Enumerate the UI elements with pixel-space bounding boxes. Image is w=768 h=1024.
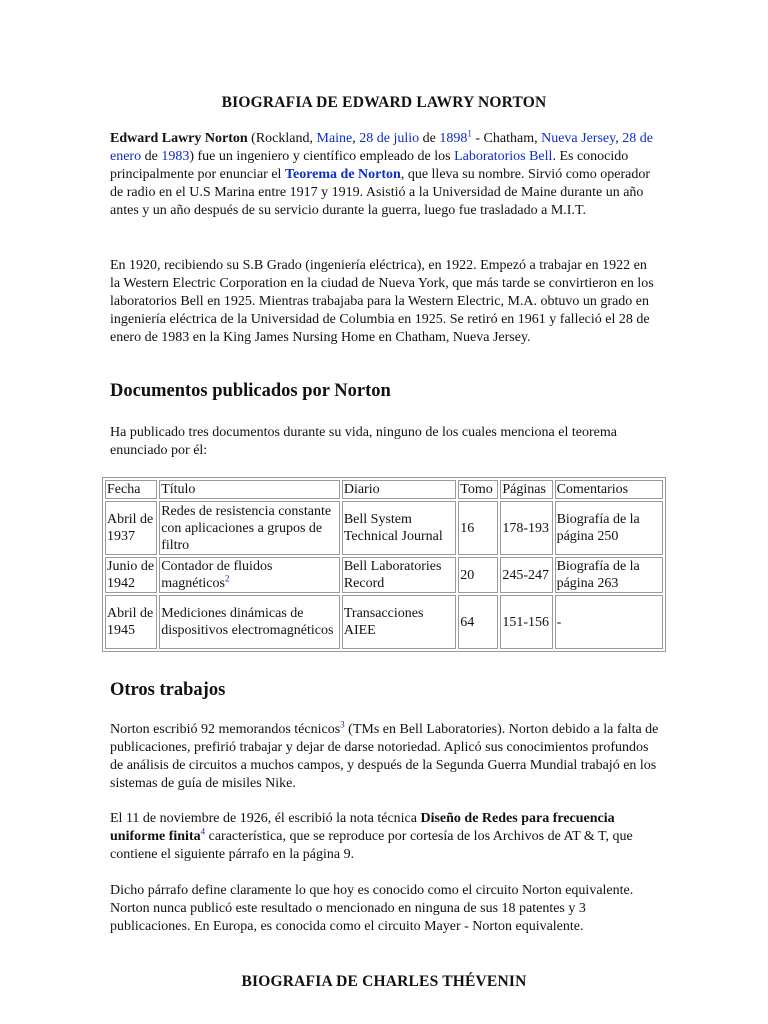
text-span: característica, que se reproduce por cortesía de los Archivos de AT & T, que contiene el siguiente párrafo en la página 9. xyxy=(110,829,633,862)
table-row xyxy=(105,501,663,555)
table-header-row xyxy=(105,480,663,499)
text-span: Norton escribió 92 memorandos técnicos xyxy=(110,722,341,737)
text-span: - Chatham, xyxy=(471,131,542,146)
documents-intro: Ha publicado tres documentos durante su vida, ninguno de los cuales menciona el teorema enunciado por él: xyxy=(110,425,617,458)
cell-paginas: 245-247 xyxy=(500,557,552,593)
cell-fecha: Junio de 1942 xyxy=(105,557,157,593)
link-laboratorios-bell[interactable]: Laboratorios Bell xyxy=(454,149,553,164)
cell-diario: Transacciones AIEE xyxy=(342,595,456,649)
footnote-3-link[interactable]: 3 xyxy=(340,719,345,730)
career-paragraph: En 1920, recibiendo su S.B Grado (ingeniería eléctrica), en 1922. Empezó a trabajar en 1922 en la Western Electric Corporation en la ciudad de Nueva York, que más tarde se convirtieron en los laboratorios Bell en 1925. Mientras trabajaba para la Western Electric, M.A. obtuvo un grado en ingeniería eléctrica de la Universidad de Columbia en 1925. Se retiró en 1961 y falleció el 28 de enero de 1983 en la King James Nursing Home en Chatham, Nueva Jersey. xyxy=(110,258,654,345)
cell-paginas: 178-193 xyxy=(500,501,552,555)
text-span: de xyxy=(141,149,162,164)
person-name: Edward Lawry Norton xyxy=(110,131,248,146)
bold-title: Diseño de Redes para frecuencia uniforme finita xyxy=(110,811,615,844)
table-header: Páginas xyxy=(500,480,552,499)
cell-tomo: 64 xyxy=(458,595,498,649)
cell-titulo-text: Contador de fluidos magnéticos xyxy=(161,559,273,591)
link-maine[interactable]: Maine xyxy=(316,131,353,146)
cell-diario: Bell Laboratories Record xyxy=(342,557,456,593)
table-header: Fecha xyxy=(105,480,157,499)
other-works-paragraph-1 xyxy=(110,721,660,793)
cell-comentarios: - xyxy=(555,595,663,649)
link-teorema-norton-label: Teorema de Norton xyxy=(284,167,401,182)
table-header: Diario xyxy=(342,480,456,499)
publications-table xyxy=(102,477,666,652)
other-works-paragraph-3: Dicho párrafo define claramente lo que hoy es conocido como el circuito Norton equivalente. Norton nunca publicó este resultado o mencionado en ninguna de sus 18 patentes y 3 publicaciones. En Europa, es conocida como el circuito Mayer - Norton equivalente. xyxy=(110,883,634,934)
link-birth-date[interactable]: 28 de julio xyxy=(359,131,420,146)
cell-comentarios: Biografía de la página 250 xyxy=(555,501,663,555)
link-death-date[interactable]: 28 de enero xyxy=(110,131,653,164)
text-span: El 11 de noviembre de 1926, él escribió la nota técnica xyxy=(110,811,421,826)
text-span: , xyxy=(352,131,360,146)
text-span: ) fue un ingeniero y científico empleado de los xyxy=(189,149,455,164)
cell-tomo: 16 xyxy=(458,501,498,555)
text-span: . Es conocido principalmente por enunciar el xyxy=(110,149,629,182)
table-header: Tomo xyxy=(458,480,498,499)
text-span: , xyxy=(615,131,623,146)
cell-titulo-text: Redes de resistencia constante con aplicaciones a grupos de filtro xyxy=(161,503,332,553)
section-heading-documentos: Documentos publicados por Norton xyxy=(110,381,391,401)
section-heading-otros-trabajos: Otros trabajos xyxy=(110,680,226,700)
cell-comentarios: Biografía de la página 263 xyxy=(555,557,663,593)
link-death-year[interactable]: 1983 xyxy=(161,149,190,164)
cell-titulo xyxy=(159,501,340,555)
table-row xyxy=(105,557,663,593)
page-title: BIOGRAFIA DE EDWARD LAWRY NORTON xyxy=(221,94,547,111)
link-nueva-jersey[interactable]: Nueva Jersey xyxy=(541,131,616,146)
cell-titulo xyxy=(159,595,340,649)
footnote-1-link[interactable]: 1 xyxy=(467,128,472,139)
link-teorema-norton[interactable] xyxy=(285,167,401,182)
footnote-2-link[interactable]: 2 xyxy=(224,573,230,584)
cell-fecha: Abril de 1945 xyxy=(105,595,157,649)
text-span: de xyxy=(419,131,440,146)
text-span: (TMs en Bell Laboratories). Norton debido a la falta de publicaciones, prefirió trabajar y dejar de darse notoriedad. Aplicó sus conocimientos profundos de análisis de circuitos a muchos campos, y después de la Segunda Guerra Mundial trabajó en los sistemas de guía de misiles Nike. xyxy=(110,722,659,791)
table-row xyxy=(105,595,663,649)
cell-tomo: 20 xyxy=(458,557,498,593)
table-header: Título xyxy=(159,480,340,499)
next-section-title: BIOGRAFIA DE CHARLES THÉVENIN xyxy=(241,973,527,990)
other-works-paragraph-2 xyxy=(110,810,660,864)
text-span: , que lleva su nombre. Sirvió como operador de radio en el U.S Marina entre 1917 y 1919. Asistió a la Universidad de Maine durante un año antes y un año después de su servicio durante la guerra, luego fue trasladado a M.I.T. xyxy=(110,167,651,218)
footnote-4-link[interactable]: 4 xyxy=(200,826,206,837)
cell-diario: Bell System Technical Journal xyxy=(342,501,456,555)
cell-paginas: 151-156 xyxy=(500,595,552,649)
table-header: Comentarios xyxy=(555,480,663,499)
cell-fecha: Abril de 1937 xyxy=(105,501,157,555)
cell-titulo-text: Mediciones dinámicas de dispositivos electromagnéticos xyxy=(161,606,334,638)
cell-titulo xyxy=(159,557,340,593)
link-birth-year[interactable]: 1898 xyxy=(439,131,468,146)
intro-paragraph xyxy=(110,130,660,220)
text-span: (Rockland, xyxy=(247,131,317,146)
